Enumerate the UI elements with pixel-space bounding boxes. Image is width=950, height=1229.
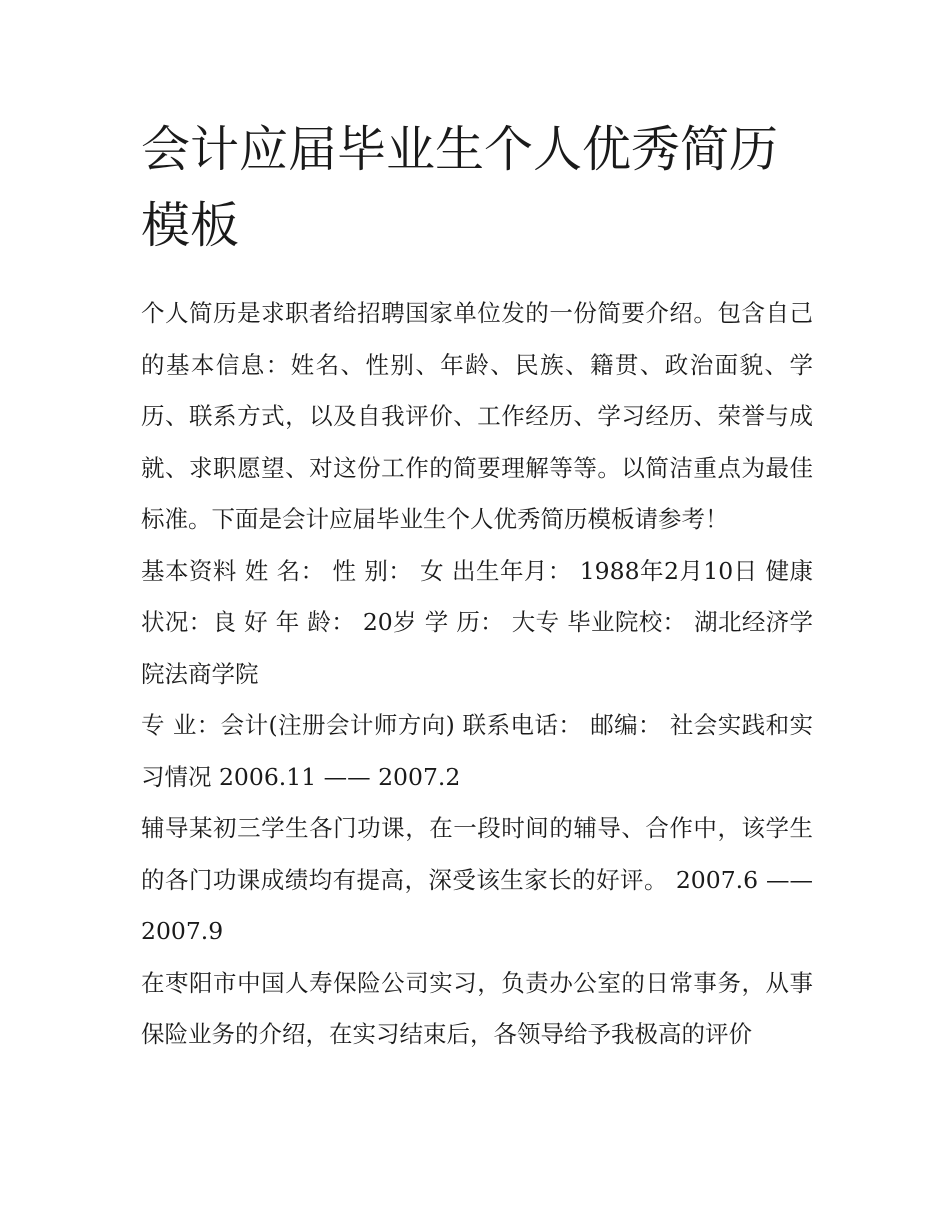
- major-contact-paragraph: 专 业：会计(注册会计师方向) 联系电话： 邮编： 社会实践和实习情况 2006.11 —— 2007.2: [141, 711, 813, 791]
- document-title: 会计应届毕业生个人优秀简历模板: [141, 121, 779, 254]
- intro-paragraph: 个人简历是求职者给招聘国家单位发的一份简要介绍。包含自己的基本信息：姓名、性别、年龄、民族、籍贯、政治面貌、学历、联系方式，以及自我评价、工作经历、学习经历、荣誉与成就、求职愿望、对这份工作的简要理解等等。以简洁重点为最佳标准。下面是会计应届毕业生个人优秀简历模板请参考！: [141, 299, 813, 533]
- document-body: [141, 112, 813, 1061]
- internship-experience-paragraph: 在枣阳市中国人寿保险公司实习，负责办公室的日常事务，从事保险业务的介绍，在实习结束后，各领导给予我极高的评价: [141, 968, 813, 1048]
- basic-info-paragraph: 基本资料 姓 名： 性 别： 女 出生年月： 1988年2月10日 健康状况：良 好 年 龄： 20岁 学 历： 大专 毕业院校： 湖北经济学院法商学院: [141, 556, 813, 688]
- tutoring-experience-paragraph: 辅导某初三学生各门功课，在一段时间的辅导、合作中，该学生的各门功课成绩均有提高，深受该生家长的好评。 2007.6 —— 2007.9: [141, 814, 813, 945]
